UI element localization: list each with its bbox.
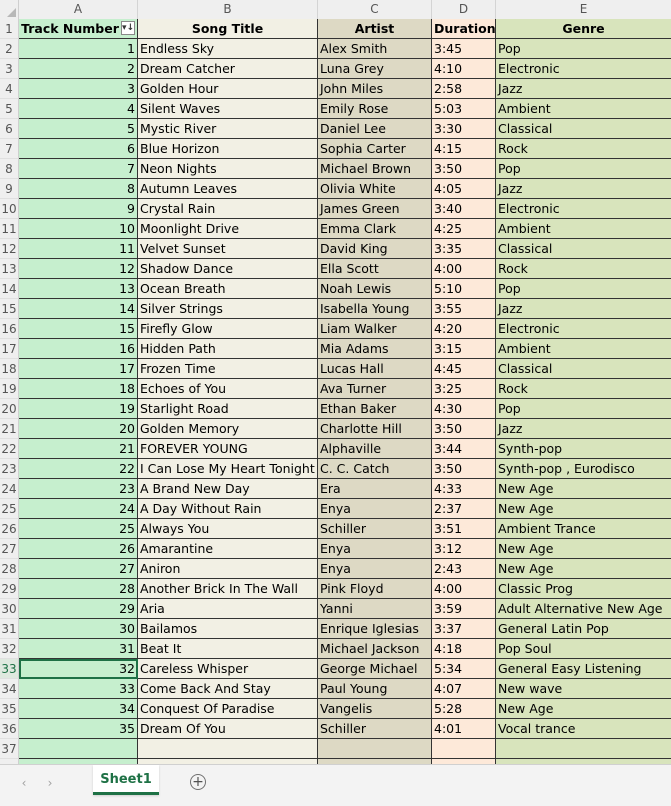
cell-genre[interactable]: New wave [496,679,671,699]
cell-genre[interactable]: Ambient [496,339,671,359]
cell-track-number[interactable]: 12 [19,259,138,279]
cell-artist[interactable]: Lucas Hall [318,359,432,379]
cell-song-title[interactable]: Shadow Dance [138,259,318,279]
row-number[interactable]: 20 [0,399,19,419]
header-track-number-label: Track Number [21,21,119,36]
cell-genre[interactable]: Adult Alternative New Age [496,599,671,619]
table-row [0,399,671,419]
table-row [0,499,671,519]
sheet-tab-bar [0,764,671,806]
cell-genre[interactable]: Pop [496,399,671,419]
cell-track-number[interactable]: 15 [19,319,138,339]
cell-genre[interactable] [496,739,671,759]
cell-artist[interactable]: David King [318,239,432,259]
cell-artist[interactable]: Mia Adams [318,339,432,359]
cell-duration[interactable]: 4:15 [432,139,496,159]
cell-song-title[interactable]: Dream Of You [138,719,318,739]
column-header-c[interactable]: C [318,0,432,19]
cell-artist[interactable]: Schiller [318,519,432,539]
row-number[interactable]: 12 [0,239,19,259]
table-row [0,139,671,159]
cell-artist[interactable]: Enya [318,499,432,519]
cell-track-number[interactable]: 26 [19,539,138,559]
cell-song-title[interactable]: Come Back And Stay [138,679,318,699]
header-track-number[interactable] [19,19,138,39]
cell-duration[interactable]: 3:15 [432,339,496,359]
row-number[interactable]: 15 [0,299,19,319]
cell-artist[interactable]: Enya [318,559,432,579]
cell-track-number[interactable]: 3 [19,79,138,99]
row-number[interactable]: 8 [0,159,19,179]
cell-song-title[interactable]: Aniron [138,559,318,579]
cell-track-number[interactable]: 27 [19,559,138,579]
cell-genre[interactable]: Ambient Trance [496,519,671,539]
table-row [0,259,671,279]
table-row [0,39,671,59]
cell-track-number[interactable]: 24 [19,499,138,519]
cell-track-number[interactable]: 33 [19,679,138,699]
cell-duration[interactable]: 3:40 [432,199,496,219]
cell-track-number[interactable]: 32 [19,659,138,679]
cell-track-number[interactable]: 18 [19,379,138,399]
cell-track-number[interactable]: 20 [19,419,138,439]
row-number[interactable]: 23 [0,459,19,479]
row-number[interactable]: 13 [0,259,19,279]
cell-genre[interactable]: Rock [496,139,671,159]
table-row [0,559,671,579]
table-row [0,119,671,139]
cell-artist[interactable]: Paul Young [318,679,432,699]
cell-song-title[interactable]: Bailamos [138,619,318,639]
cell-song-title[interactable]: Careless Whisper [138,659,318,679]
header-row [0,19,671,39]
cell-duration[interactable]: 2:58 [432,79,496,99]
cell-song-title[interactable]: Silent Waves [138,99,318,119]
cell-track-number[interactable]: 34 [19,699,138,719]
cell-duration[interactable]: 4:20 [432,319,496,339]
cell-track-number[interactable]: 22 [19,459,138,479]
header-artist[interactable]: Artist [318,19,432,39]
cell-song-title[interactable]: I Can Lose My Heart Tonight [138,459,318,479]
table-row [0,79,671,99]
cell-song-title[interactable]: Conquest Of Paradise [138,699,318,719]
row-number[interactable]: 7 [0,139,19,159]
row-number[interactable]: 34 [0,679,19,699]
cell-duration[interactable]: 2:37 [432,499,496,519]
cell-track-number[interactable]: 11 [19,239,138,259]
table-row [0,239,671,259]
cell-genre[interactable]: Ambient [496,99,671,119]
cell-duration[interactable]: 3:50 [432,159,496,179]
cell-artist[interactable]: Schiller [318,719,432,739]
cell-artist[interactable] [318,739,432,759]
cell-genre[interactable]: New Age [496,539,671,559]
column-header-bar [0,0,671,20]
cell-artist[interactable]: C. C. Catch [318,459,432,479]
table-row [0,519,671,539]
cell-genre[interactable]: Jazz [496,419,671,439]
cell-artist[interactable]: Alex Smith [318,39,432,59]
cell-duration[interactable]: 3:59 [432,599,496,619]
cell-duration[interactable]: 2:43 [432,559,496,579]
row-number[interactable]: 36 [0,719,19,739]
add-sheet-icon[interactable]: + [190,774,206,790]
row-number[interactable]: 27 [0,539,19,559]
row-number[interactable]: 22 [0,439,19,459]
cell-track-number[interactable]: 35 [19,719,138,739]
cell-track-number[interactable]: 21 [19,439,138,459]
cell-duration[interactable]: 3:51 [432,519,496,539]
cell-artist[interactable]: Vangelis [318,699,432,719]
next-sheet-icon[interactable]: › [47,776,53,790]
cell-duration[interactable]: 4:00 [432,259,496,279]
cell-song-title[interactable]: Crystal Rain [138,199,318,219]
table-row [0,619,671,639]
row-number[interactable]: 19 [0,379,19,399]
cell-duration[interactable]: 4:25 [432,219,496,239]
cell-track-number[interactable]: 7 [19,159,138,179]
table-row [0,639,671,659]
cell-song-title[interactable]: Aria [138,599,318,619]
cell-genre[interactable]: Jazz [496,79,671,99]
cell-genre[interactable]: General Easy Listening [496,659,671,679]
cell-genre[interactable]: Electronic [496,59,671,79]
table-row [0,459,671,479]
table-row [0,179,671,199]
table-row [0,579,671,599]
cell-track-number[interactable]: 5 [19,119,138,139]
cell-duration[interactable]: 5:28 [432,699,496,719]
cell-genre[interactable]: New Age [496,699,671,719]
cell-track-number[interactable]: 30 [19,619,138,639]
cell-song-title[interactable]: Always You [138,519,318,539]
column-header-d[interactable]: D [432,0,496,19]
table-row [0,539,671,559]
cell-song-title[interactable] [138,739,318,759]
cell-genre[interactable]: Vocal trance [496,719,671,739]
cell-song-title[interactable]: Mystic River [138,119,318,139]
cell-song-title[interactable]: Endless Sky [138,39,318,59]
cell-track-number[interactable]: 23 [19,479,138,499]
cell-genre[interactable]: Pop [496,39,671,59]
table-row [0,379,671,399]
cell-duration[interactable]: 4:00 [432,579,496,599]
cell-track-number[interactable] [19,739,138,759]
cell-artist[interactable]: Michael Brown [318,159,432,179]
cell-song-title[interactable]: A Brand New Day [138,479,318,499]
cell-song-title[interactable]: Neon Nights [138,159,318,179]
cell-artist[interactable]: Pink Floyd [318,579,432,599]
cell-song-title[interactable]: Beat It [138,639,318,659]
cell-track-number[interactable]: 10 [19,219,138,239]
cell-duration[interactable]: 4:07 [432,679,496,699]
column-header-e[interactable]: E [579,2,588,16]
cell-song-title[interactable]: Golden Hour [138,79,318,99]
row-number[interactable]: 5 [0,99,19,119]
row-number[interactable]: 30 [0,599,19,619]
cell-duration[interactable] [432,739,496,759]
cell-track-number[interactable]: 29 [19,599,138,619]
cell-track-number[interactable]: 31 [19,639,138,659]
column-header-b[interactable]: B [138,0,318,19]
row-number[interactable]: 31 [0,619,19,639]
cell-artist[interactable]: Isabella Young [318,299,432,319]
cell-duration[interactable]: 5:10 [432,279,496,299]
cell-artist[interactable]: Ethan Baker [318,399,432,419]
row-number[interactable]: 37 [0,739,19,759]
row-number[interactable]: 26 [0,519,19,539]
cell-artist[interactable]: Yanni [318,599,432,619]
cell-artist[interactable]: Emma Clark [318,219,432,239]
cell-artist[interactable]: Charlotte Hill [318,419,432,439]
row-number[interactable]: 14 [0,279,19,299]
cell-duration[interactable]: 5:03 [432,99,496,119]
cell-track-number[interactable]: 6 [19,139,138,159]
cell-genre[interactable]: New Age [496,499,671,519]
row-number[interactable]: 2 [0,39,19,59]
cell-genre[interactable]: Ambient [496,219,671,239]
cell-genre[interactable]: Synth-pop [496,439,671,459]
cell-duration[interactable]: 4:10 [432,59,496,79]
cell-artist[interactable]: Noah Lewis [318,279,432,299]
cell-track-number[interactable]: 14 [19,299,138,319]
table-row [0,359,671,379]
table-row [0,419,671,439]
table-row [0,219,671,239]
cell-song-title[interactable]: Moonlight Drive [138,219,318,239]
row-number[interactable]: 3 [0,59,19,79]
cell-duration[interactable]: 3:35 [432,239,496,259]
cell-artist[interactable]: Ava Turner [318,379,432,399]
cell-artist[interactable]: James Green [318,199,432,219]
cell-duration[interactable]: 3:45 [432,39,496,59]
row-number[interactable]: 9 [0,179,19,199]
table-row [0,339,671,359]
cell-duration[interactable]: 3:30 [432,119,496,139]
cell-genre[interactable]: Classical [496,239,671,259]
table-row [0,99,671,119]
cell-song-title[interactable]: Autumn Leaves [138,179,318,199]
table-row [0,59,671,79]
cell-duration[interactable]: 3:50 [432,459,496,479]
cell-song-title[interactable]: Dream Catcher [138,59,318,79]
cell-song-title[interactable]: Another Brick In The Wall [138,579,318,599]
cell-duration[interactable]: 4:05 [432,179,496,199]
cell-genre[interactable]: Pop Soul [496,639,671,659]
cell-song-title[interactable]: Starlight Road [138,399,318,419]
cell-track-number[interactable]: 4 [19,99,138,119]
spreadsheet-grid [0,19,671,764]
cell-genre[interactable]: Synth-pop , Eurodisco [496,459,671,479]
table-row [0,679,671,699]
cell-artist[interactable]: George Michael [318,659,432,679]
cell-song-title[interactable]: Amarantine [138,539,318,559]
cell-genre[interactable]: Classical [496,359,671,379]
cell-track-number[interactable]: 17 [19,359,138,379]
cell-song-title[interactable]: Golden Memory [138,419,318,439]
cell-track-number[interactable]: 16 [19,339,138,359]
cell-duration[interactable]: 3:55 [432,299,496,319]
cell-song-title[interactable]: Ocean Breath [138,279,318,299]
cell-genre[interactable]: Rock [496,259,671,279]
cell-artist[interactable]: Daniel Lee [318,119,432,139]
cell-genre[interactable]: New Age [496,479,671,499]
row-number[interactable]: 24 [0,479,19,499]
prev-sheet-icon[interactable]: ‹ [21,776,27,790]
cell-duration[interactable]: 3:50 [432,419,496,439]
header-duration[interactable]: Duration [432,19,496,39]
table-row [0,159,671,179]
cell-artist[interactable]: Ella Scott [318,259,432,279]
header-song-title[interactable]: Song Title [138,19,318,39]
cell-genre[interactable]: Electronic [496,319,671,339]
row-number[interactable]: 21 [0,419,19,439]
header-genre[interactable]: Genre [496,19,671,39]
cell-track-number[interactable]: 1 [19,39,138,59]
table-row [0,719,671,739]
row-number[interactable]: 18 [0,359,19,379]
cell-track-number[interactable]: 25 [19,519,138,539]
cell-song-title[interactable]: Firefly Glow [138,319,318,339]
cell-song-title[interactable]: A Day Without Rain [138,499,318,519]
cell-duration[interactable]: 4:30 [432,399,496,419]
cell-duration[interactable]: 3:25 [432,379,496,399]
cell-artist[interactable]: Luna Grey [318,59,432,79]
cell-track-number[interactable]: 8 [19,179,138,199]
table-row [0,739,671,759]
cell-track-number[interactable]: 9 [19,199,138,219]
cell-song-title[interactable]: Hidden Path [138,339,318,359]
row-number[interactable]: 10 [0,199,19,219]
cell-artist[interactable]: John Miles [318,79,432,99]
cell-artist[interactable]: Liam Walker [318,319,432,339]
cell-artist[interactable]: Enya [318,539,432,559]
row-number[interactable]: 33 [0,659,19,679]
cell-track-number[interactable]: 19 [19,399,138,419]
row-number[interactable]: 32 [0,639,19,659]
cell-duration[interactable]: 4:33 [432,479,496,499]
table-row [0,599,671,619]
select-all-corner[interactable] [0,0,19,19]
cell-song-title[interactable]: Echoes of You [138,379,318,399]
table-row [0,699,671,719]
row-number[interactable]: 35 [0,699,19,719]
row-number[interactable]: 11 [0,219,19,239]
cell-genre[interactable]: Pop [496,279,671,299]
table-row [0,279,671,299]
cell-duration[interactable]: 3:12 [432,539,496,559]
cell-song-title[interactable]: Frozen Time [138,359,318,379]
cell-duration[interactable]: 3:44 [432,439,496,459]
cell-artist[interactable]: Enrique Iglesias [318,619,432,639]
table-row [0,659,671,679]
cell-duration[interactable]: 5:34 [432,659,496,679]
table-row [0,439,671,459]
cell-genre[interactable]: Jazz [496,299,671,319]
row-number[interactable]: 25 [0,499,19,519]
cell-song-title[interactable]: Blue Horizon [138,139,318,159]
cell-genre[interactable]: Pop [496,159,671,179]
table-row [0,299,671,319]
cell-track-number[interactable]: 2 [19,59,138,79]
cell-genre[interactable]: Classic Prog [496,579,671,599]
cell-genre[interactable]: Rock [496,379,671,399]
cell-artist[interactable]: Sophia Carter [318,139,432,159]
row-number[interactable]: 6 [0,119,19,139]
row-number[interactable]: 4 [0,79,19,99]
row-number[interactable]: 17 [0,339,19,359]
cell-song-title[interactable]: Silver Strings [138,299,318,319]
cell-genre[interactable]: Jazz [496,179,671,199]
column-header-a[interactable]: A [19,0,138,19]
cell-genre[interactable]: Classical [496,119,671,139]
cell-artist[interactable]: Era [318,479,432,499]
cell-song-title[interactable]: FOREVER YOUNG [138,439,318,459]
cell-track-number[interactable]: 13 [19,279,138,299]
cell-genre[interactable]: Electronic [496,199,671,219]
cell-artist[interactable]: Olivia White [318,179,432,199]
cell-artist[interactable]: Michael Jackson [318,639,432,659]
cell-genre[interactable]: New Age [496,559,671,579]
row-number[interactable]: 16 [0,319,19,339]
table-row [0,479,671,499]
cell-duration[interactable]: 4:01 [432,719,496,739]
cell-artist[interactable]: Alphaville [318,439,432,459]
cell-duration[interactable]: 4:45 [432,359,496,379]
cell-track-number[interactable]: 28 [19,579,138,599]
cell-duration[interactable]: 3:37 [432,619,496,639]
sort-filter-icon[interactable]: ▾↓ [122,23,135,33]
row-number[interactable]: 29 [0,579,19,599]
row-number[interactable]: 1 [0,19,19,39]
row-number[interactable]: 28 [0,559,19,579]
cell-genre[interactable]: General Latin Pop [496,619,671,639]
cell-duration[interactable]: 4:18 [432,639,496,659]
sheet-tab-sheet1[interactable]: Sheet1 [93,765,159,795]
cell-artist[interactable]: Emily Rose [318,99,432,119]
cell-song-title[interactable]: Velvet Sunset [138,239,318,259]
table-row [0,319,671,339]
table-row [0,199,671,219]
